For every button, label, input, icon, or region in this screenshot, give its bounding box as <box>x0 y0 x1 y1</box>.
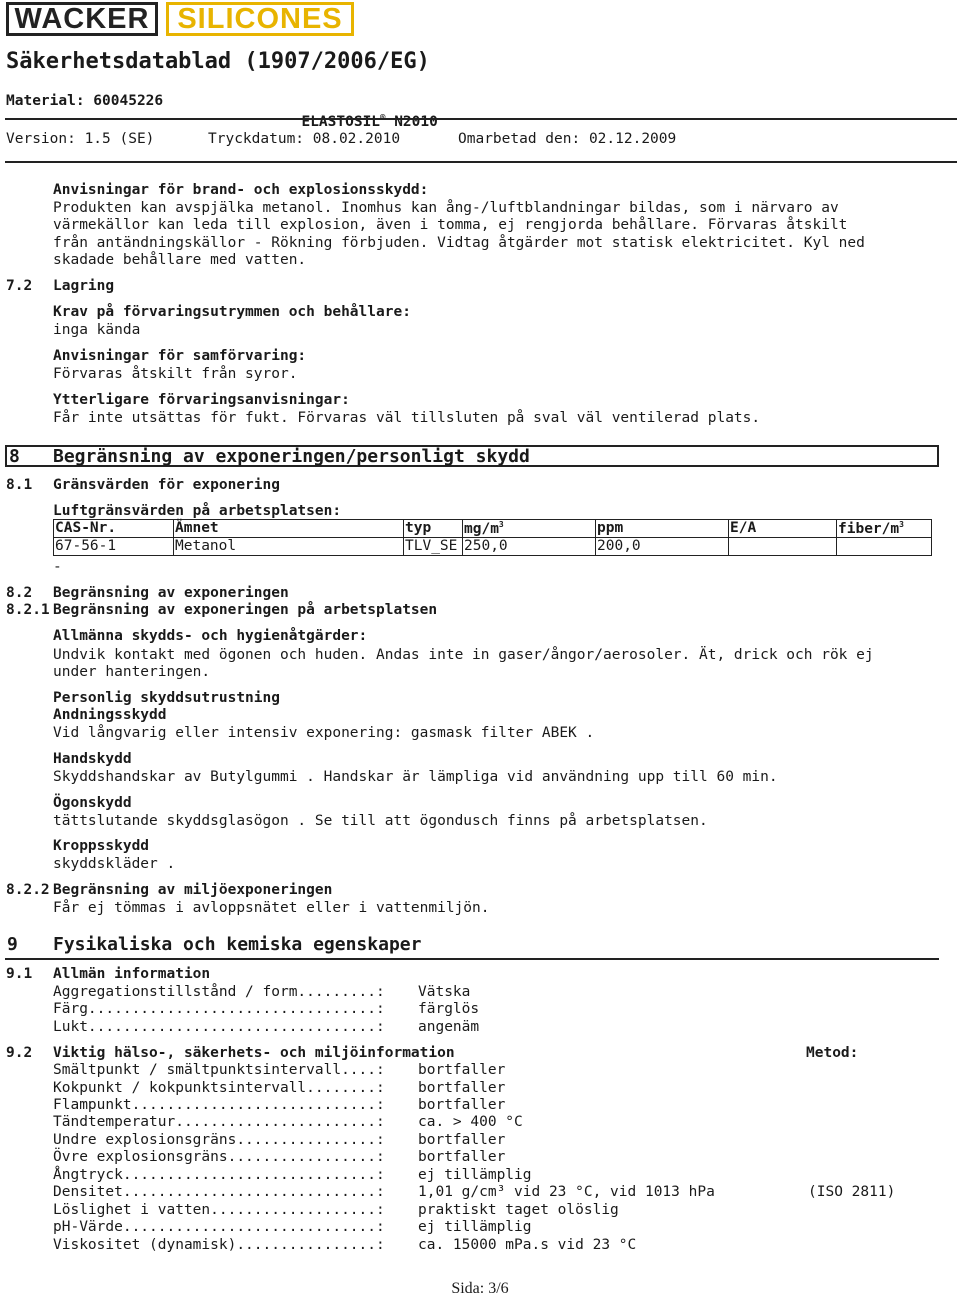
co-storage-heading: Anvisningar för samförvaring: <box>53 348 307 364</box>
section-8-2-title: Begränsning av exponeringen <box>53 585 289 601</box>
section-8-2-2-title: Begränsning av miljöexponeringen <box>53 882 333 898</box>
section-8-number: 8 <box>9 446 20 467</box>
wacker-logo: WACKER <box>6 2 158 36</box>
col-mgm3-label: mg/m <box>464 520 499 537</box>
section-7-2-number: 7.2 <box>6 278 33 294</box>
property-value: praktiskt taget olöslig <box>418 1202 619 1218</box>
property-value: ej tillämplig <box>418 1167 532 1183</box>
section-9-1-number: 9.1 <box>6 966 33 982</box>
property-label: Tändtemperatur.......................: <box>53 1114 385 1130</box>
property-label: Aggregationstillstånd / form.........: <box>53 984 385 1000</box>
section-8-title: Begränsning av exponeringen/personligt skydd <box>53 446 530 467</box>
property-label: Flampunkt............................: <box>53 1097 385 1113</box>
print-date: Tryckdatum: 08.02.2010 <box>208 131 401 147</box>
storage-req-text: inga kända <box>53 322 141 338</box>
property-label: Undre explosionsgräns................: <box>53 1132 385 1148</box>
extra-storage-heading: Ytterligare förvaringsanvisningar: <box>53 392 350 408</box>
section-9-number: 9 <box>7 934 18 955</box>
fire-protection-heading: Anvisningar för brand- och explosionsskydd: <box>53 182 429 198</box>
property-label: Lukt.................................: <box>53 1019 385 1035</box>
cell-type: TLV_SE <box>404 538 463 556</box>
co-storage-text: Förvaras åtskilt från syror. <box>53 366 298 382</box>
col-ea: E/A <box>729 520 837 538</box>
property-label: Färg.................................: <box>53 1001 385 1017</box>
silicones-logo: SILICONES <box>166 2 354 36</box>
section-7-2-title: Lagring <box>53 278 115 294</box>
material-number: Material: 60045226 <box>6 93 164 109</box>
method-label: Metod: <box>806 1045 859 1061</box>
page-number: Sida: 3/6 <box>451 1280 509 1297</box>
section-8-2-number: 8.2 <box>6 585 33 601</box>
product-name <box>284 93 438 131</box>
cell-substance: Metanol <box>174 538 404 556</box>
fire-protection-line: från antändningskällor - Rökning förbjuden. Vidtag åtgärder mot statisk elektricitet. Kyl ned <box>53 235 865 251</box>
section-9-2-number: 9.2 <box>6 1045 33 1061</box>
property-value: bortfaller <box>418 1132 506 1148</box>
hygiene-line: Undvik kontakt med ögonen och huden. Andas inte in gaser/ångor/aerosoler. Ät, drick och rök ej <box>53 647 874 663</box>
hand-protection-heading: Handskydd <box>53 751 132 767</box>
cell-mgm3: 250,0 <box>463 538 596 556</box>
col-fiber <box>837 520 932 538</box>
eye-protection-heading: Ögonskydd <box>53 795 132 811</box>
table-dash: - <box>53 559 62 575</box>
property-label: Densitet.............................: <box>53 1184 385 1200</box>
section-9-underline <box>5 958 939 960</box>
col-ppm: ppm <box>596 520 729 538</box>
header-divider-2 <box>5 161 957 163</box>
section-8-1-number: 8.1 <box>6 477 33 493</box>
superscript-3: 3 <box>899 520 904 529</box>
superscript-3: 3 <box>498 520 504 529</box>
body-protection-text: skyddskläder . <box>53 856 176 872</box>
col-cas: CAS-Nr. <box>54 520 174 538</box>
revision-date: Omarbetad den: 02.12.2009 <box>458 131 677 147</box>
section-8-2-1-number: 8.2.1 <box>6 602 50 618</box>
hand-protection-text: Skyddshandskar av Butylgummi . Handskar är lämpliga vid användning upp till 60 min. <box>53 769 778 785</box>
eye-protection-text: tättslutande skyddsglasögon . Se till att ögondusch finns på arbetsplatsen. <box>53 813 708 829</box>
property-value: ca. 15000 mPa.s vid 23 °C <box>418 1237 637 1253</box>
property-value: bortfaller <box>418 1080 506 1096</box>
col-mgm3 <box>463 520 596 538</box>
property-label: Ångtryck.............................: <box>53 1167 385 1183</box>
property-value: bortfaller <box>418 1149 506 1165</box>
section-9-1-title: Allmän information <box>53 966 211 982</box>
section-8-header <box>5 445 939 467</box>
cell-fiber <box>837 538 932 556</box>
document-title: Säkerhetsdatablad (1907/2006/EG) <box>6 49 430 74</box>
col-type: typ <box>404 520 463 538</box>
section-8-1-title: Gränsvärden för exponering <box>53 477 280 493</box>
property-label: Övre explosionsgräns.................: <box>53 1149 385 1165</box>
property-label: Kokpunkt / kokpunktsintervall........: <box>53 1080 385 1096</box>
property-label: Löslighet i vatten...................: <box>53 1202 385 1218</box>
table-header-row <box>54 520 932 538</box>
extra-storage-text: Får inte utsättas för fukt. Förvaras väl tillsluten på sval väl ventilerad plats. <box>53 410 761 426</box>
property-value: ca. > 400 °C <box>418 1114 523 1130</box>
exposure-limits-table <box>53 519 932 556</box>
limits-table-caption: Luftgränsvärden på arbetsplatsen: <box>53 503 342 519</box>
fire-protection-line: värmekällor kan leda till explosion, även i tomma, ej rengjorda behållare. Förvaras åtskilt <box>53 217 848 233</box>
property-label: Viskositet (dynamisk)................: <box>53 1237 385 1253</box>
col-fiber-label: fiber/m <box>838 520 900 537</box>
property-value: bortfaller <box>418 1097 506 1113</box>
table-row <box>54 538 932 556</box>
registered-mark: ® <box>380 113 386 123</box>
property-value: bortfaller <box>418 1062 506 1078</box>
environment-text: Får ej tömmas i avloppsnätet eller i vattenmiljön. <box>53 900 490 916</box>
property-label: Smältpunkt / smältpunktsintervall....: <box>53 1062 385 1078</box>
cell-ppm: 200,0 <box>596 538 729 556</box>
product-name-text: ELASTOSIL <box>301 113 381 130</box>
body-protection-heading: Kroppsskydd <box>53 838 150 854</box>
hygiene-heading: Allmänna skydds- och hygienåtgärder: <box>53 628 368 644</box>
header-divider-1 <box>5 118 957 120</box>
ppe-heading: Personlig skyddsutrustning <box>53 690 280 706</box>
property-value: angenäm <box>418 1019 480 1035</box>
property-value: färglös <box>418 1001 480 1017</box>
col-substance: Ämnet <box>174 520 404 538</box>
product-code: N2010 <box>385 113 438 130</box>
section-9-title: Fysikaliska och kemiska egenskaper <box>53 934 422 955</box>
storage-req-heading: Krav på förvaringsutrymmen och behållare: <box>53 304 411 320</box>
property-value: ej tillämplig <box>418 1219 532 1235</box>
property-value: 1,01 g/cm³ vid 23 °C, vid 1013 hPa <box>418 1184 715 1200</box>
section-8-2-1-title: Begränsning av exponeringen på arbetsplatsen <box>53 602 438 618</box>
property-label: pH-Värde.............................: <box>53 1219 385 1235</box>
cell-ea <box>729 538 837 556</box>
fire-protection-line: Produkten kan avspjälka metanol. Inomhus kan ång-/luftblandningar bildas, som i närvaro av <box>53 200 839 216</box>
property-value: Vätska <box>418 984 471 1000</box>
respiratory-text: Vid långvarig eller intensiv exponering: gasmask filter ABEK . <box>53 725 595 741</box>
property-method: (ISO 2811) <box>808 1184 896 1200</box>
section-9-2-title: Viktig hälso-, säkerhets- och miljöinformation <box>53 1045 455 1061</box>
respiratory-heading: Andningsskydd <box>53 707 167 723</box>
fire-protection-line: skadade behållare med vatten. <box>53 252 307 268</box>
section-8-2-2-number: 8.2.2 <box>6 882 50 898</box>
version: Version: 1.5 (SE) <box>6 131 155 147</box>
cell-cas: 67-56-1 <box>54 538 174 556</box>
hygiene-line: under hanteringen. <box>53 664 211 680</box>
